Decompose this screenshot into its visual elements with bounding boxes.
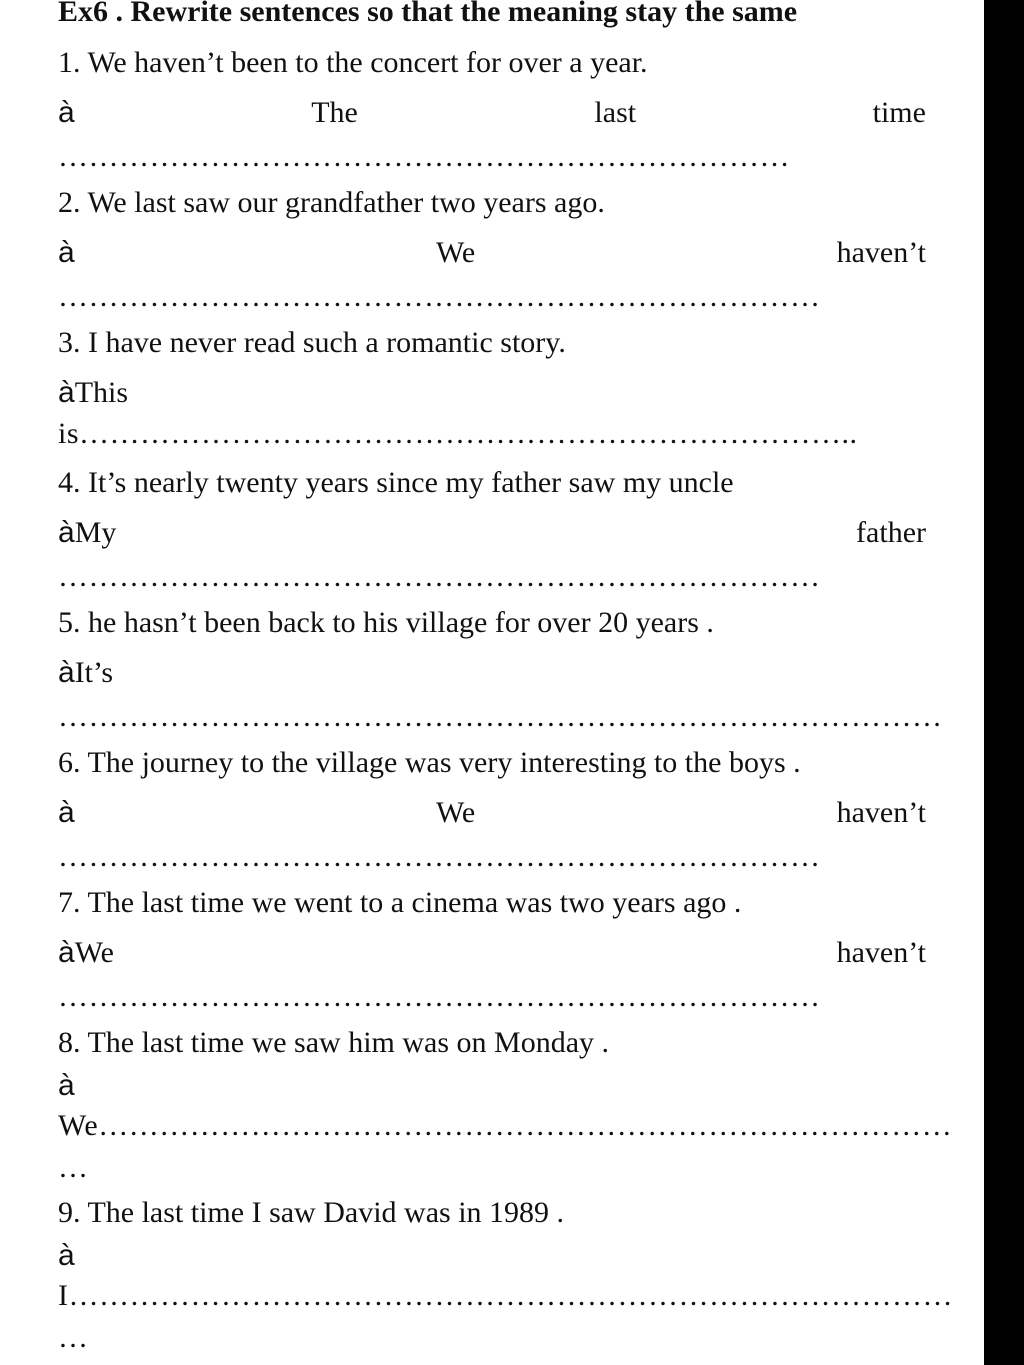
- arrow-icon: à: [58, 236, 75, 269]
- arrow-icon: à: [58, 516, 75, 549]
- answer-1-prompt: [58, 95, 926, 131]
- answer-9-blank: I……………………………………………………………………………: [58, 1279, 953, 1312]
- question-2: 2. We last saw our grandfather two years ago.: [58, 186, 605, 219]
- question-5: 5. he hasn’t been back to his village for over 20 years .: [58, 606, 714, 639]
- answer-7-word-1: We: [74, 936, 114, 969]
- question-6: 6. The journey to the village was very interesting to the boys .: [58, 746, 801, 779]
- exercise-title: Ex6 . Rewrite sentences so that the meaning stay the same: [58, 0, 798, 28]
- answer-6-word-2: haven’t: [836, 796, 926, 829]
- answer-6-prompt: [58, 795, 926, 831]
- answer-2-word-1: We: [436, 236, 476, 269]
- answer-1-word-2: last: [594, 96, 637, 129]
- answer-8-blank: We…………………………………………………………………………: [58, 1109, 953, 1142]
- question-8: 8. The last time we saw him was on Monday .: [58, 1026, 610, 1059]
- question-7: 7. The last time we went to a cinema was two years ago .: [58, 886, 742, 919]
- arrow-icon: à: [58, 376, 75, 409]
- answer-2-prompt: [58, 235, 926, 271]
- question-9: 9. The last time I saw David was in 1989 .: [58, 1196, 565, 1229]
- answer-5-blank: ……………………………………………………………………………: [58, 700, 943, 733]
- arrow-icon: à: [58, 1239, 75, 1272]
- question-3: 3. I have never read such a romantic story.: [58, 326, 566, 359]
- answer-6-word-1: We: [436, 796, 476, 829]
- answer-2-word-2: haven’t: [836, 236, 926, 269]
- answer-1-word-1: The: [311, 96, 358, 129]
- answer-1-blank: ………………………………………………………………: [58, 140, 790, 173]
- right-edge-bar: [984, 0, 1024, 1365]
- arrow-icon: à: [58, 936, 75, 969]
- answer-7-prompt: [58, 935, 926, 971]
- answer-7-blank: …………………………………………………………………: [58, 980, 821, 1013]
- answer-8-arrow: [58, 1068, 75, 1104]
- answer-9-continuation: …: [58, 1321, 89, 1354]
- arrow-icon: à: [58, 96, 75, 129]
- answer-2-blank: …………………………………………………………………: [58, 280, 821, 313]
- question-4: 4. It’s nearly twenty years since my father saw my uncle: [58, 466, 734, 499]
- answer-5-prompt: [58, 655, 113, 691]
- question-1: 1. We haven’t been to the concert for over a year.: [58, 46, 648, 79]
- answer-3-prompt: [58, 375, 128, 411]
- answer-7-word-2: haven’t: [836, 936, 926, 969]
- answer-3-blank: is…………………………………………………………………..: [58, 417, 858, 450]
- answer-9-arrow: [58, 1238, 75, 1274]
- answer-4-blank: …………………………………………………………………: [58, 560, 821, 593]
- arrow-icon: à: [58, 1069, 75, 1102]
- answer-6-blank: …………………………………………………………………: [58, 840, 821, 873]
- answer-5-word: It’s: [74, 656, 114, 689]
- answer-8-continuation: …: [58, 1151, 89, 1184]
- answer-4-word-1: My: [74, 516, 117, 549]
- answer-1-word-3: time: [872, 96, 926, 129]
- answer-4-prompt: [58, 515, 926, 551]
- arrow-icon: à: [58, 796, 75, 829]
- answer-4-word-2: father: [856, 516, 926, 549]
- arrow-icon: à: [58, 656, 75, 689]
- answer-3-word: This: [74, 376, 129, 409]
